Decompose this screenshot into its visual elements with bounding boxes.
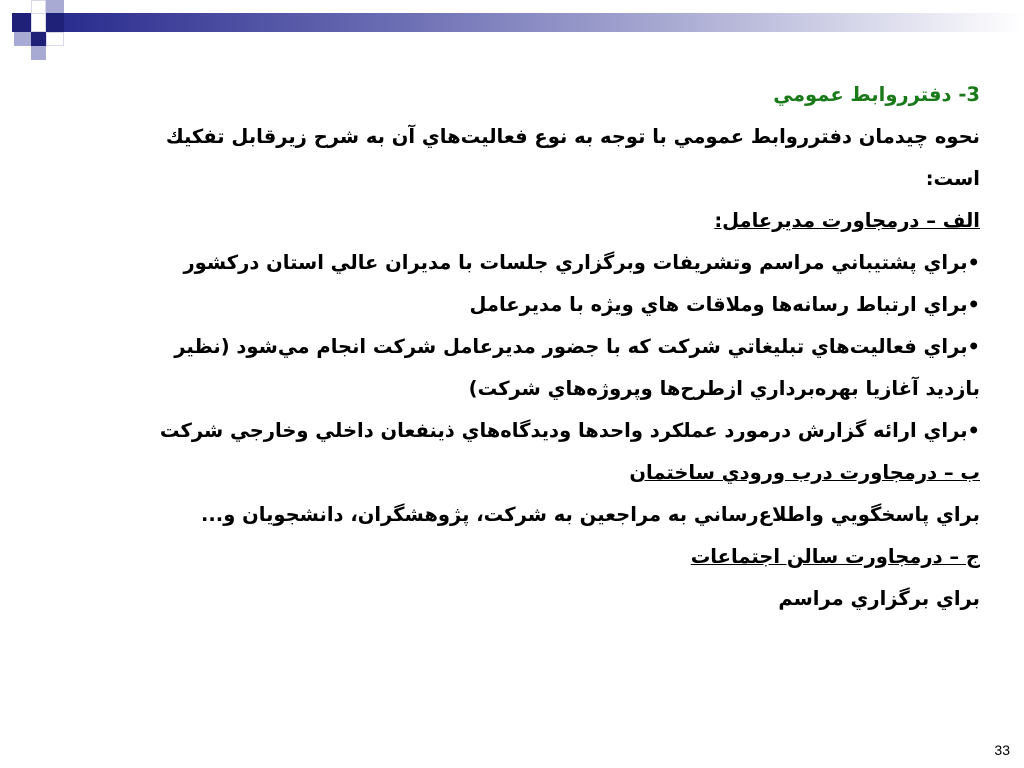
deco-square [46,13,64,32]
bullet-text: براي ارائه گزارش درمورد عملكرد واحدها وديدگاه‌هاي ذينفعان داخلي وخارجي شركت [159,419,968,442]
header-decoration [0,0,1024,70]
intro-line: است: [925,167,980,190]
deco-square [46,0,64,13]
deco-square [14,32,31,46]
section-a-title [70,200,980,242]
section-c-text: براي برگزاري مراسم [778,587,980,610]
deco-square [31,46,46,60]
header-gradient-bar [64,13,1024,32]
deco-square [46,32,64,46]
bullet-text: براي ارتباط رسانه‌ها وملاقات هاي ويژه با مديرعامل [469,293,968,316]
section-b-title-text: ب – درمجاورت درب ورودي ساختمان [629,461,980,484]
bullet-text: براي پشتيباني مراسم وتشريفات وبرگزاري جلسات با مديران عالي استان دركشور [183,251,968,274]
section-b-title [70,452,980,494]
section-c-title-text: ج – درمجاورت سالن اجتماعات [690,545,980,568]
slide-heading: 3- دفترروابط عمومي [773,83,980,106]
deco-square [31,13,46,32]
bullet-item [70,284,980,326]
page-number: 33 [994,742,1010,758]
bullet-item [70,242,980,284]
intro-line: نحوه چيدمان دفترروابط عمومي با توجه به نوع فعاليت‌هاي آن به شرح زيرقابل تفكيك [165,125,980,148]
section-b-text: براي پاسخگويي واطلاع‌رساني به مراجعين به شركت، پژوهشگران، دانشجويان و... [200,503,980,526]
deco-square [31,32,46,46]
bullet-item [70,410,980,452]
bullet-text: براي فعاليت‌هاي تبليغاتي شركت كه با جضور مديرعامل شركت انجام مي‌شود (نظير [174,335,968,358]
bullet-continuation: بازديد آغازيا بهره‌برداري ازطرح‌ها وپروژه‌هاي شركت) [468,377,980,400]
bullet-item [70,326,980,368]
section-a-title-text: الف – درمجاورت مديرعامل: [714,209,980,232]
deco-square [12,13,31,32]
section-c-title [70,536,980,578]
slide-body [70,74,980,620]
